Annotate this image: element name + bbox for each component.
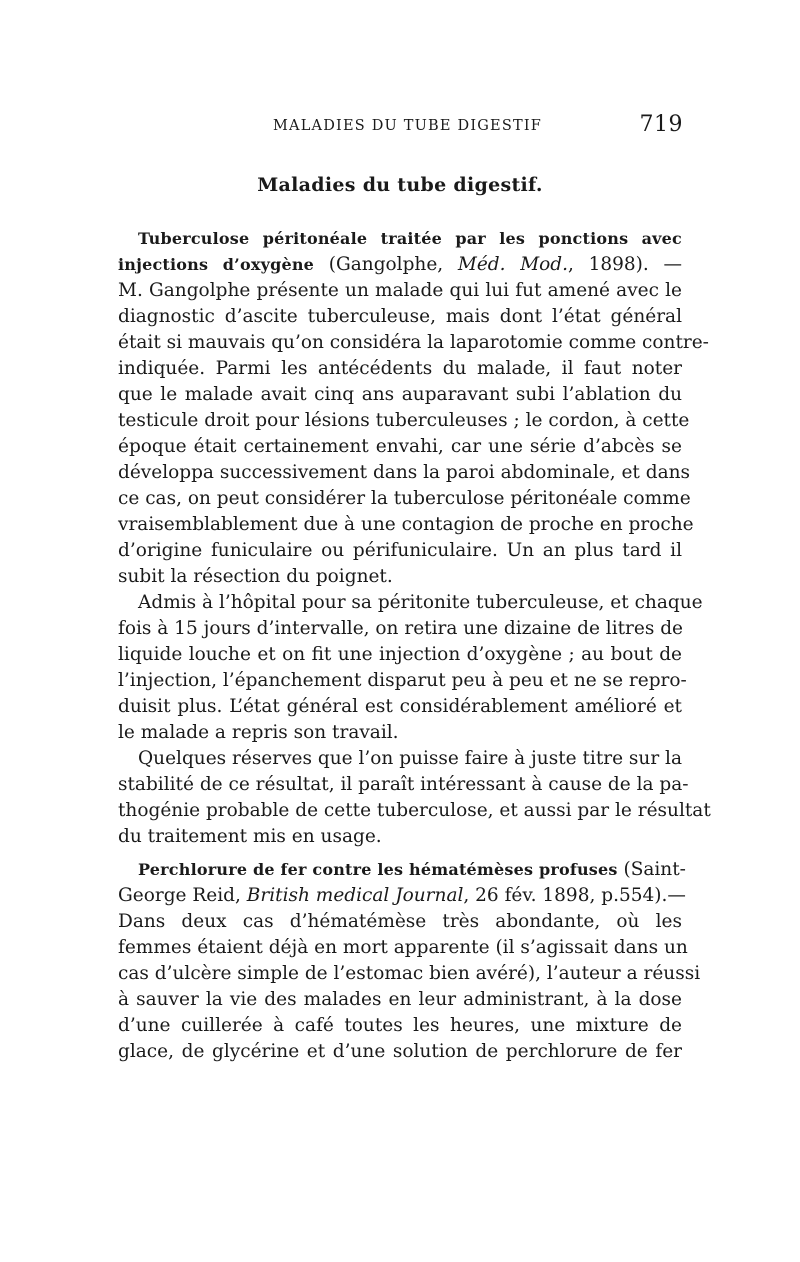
article-title-line [118,252,682,278]
article-title: Tuberculose péritonéale traitée par les ponctions avec [138,229,682,248]
article-title: Perchlorure de fer contre les hématémèses profuses [138,860,618,879]
text-line: duisit plus. L’état général est considérablement amélioré et [118,696,682,717]
article-title-line [118,857,686,883]
text-line: d’origine funiculaire ou périfuniculaire. Un an plus tard il [118,540,682,561]
text-line: subit la résection du poignet. [118,566,393,587]
citation-text: , 1898). — [568,254,682,275]
text-line: thogénie probable de cette tuberculose, et aussi par le résultat [118,800,711,821]
text-line: du traitement mis en usage. [118,826,382,847]
text-line: liquide louche et on fit une injection d’oxygène ; au bout de [118,644,682,665]
text-line: vraisemblablement due à une contagion de proche en proche [118,514,694,535]
text-line: Quelques réserves que l’on puisse faire à juste titre sur la [138,748,683,769]
article-title-line [118,226,682,252]
text-line: d’une cuillerée à café toutes les heures, une mixture de [118,1015,682,1036]
text-line: était si mauvais qu’on considéra la laparotomie comme contre- [118,332,709,353]
text-line: fois à 15 jours d’intervalle, on retira une dizaine de litres de [118,618,683,639]
text-line: Admis à l’hôpital pour sa péritonite tuberculeuse, et chaque [138,592,703,613]
text-line: ce cas, on peut considérer la tuberculose péritonéale comme [118,488,691,509]
text-line: cas d’ulcère simple de l’estomac bien avéré), l’auteur a réussi [118,963,701,984]
running-head [273,112,683,142]
running-title: MALADIES DU TUBE DIGESTIF [273,118,543,134]
section-heading: Maladies du tube digestif. [257,174,543,196]
text-line: l’injection, l’épanchement disparut peu à peu et ne se repro- [118,670,687,691]
text-line: développa successivement dans la paroi abdominale, et dans [118,462,691,483]
article-title: injections d’oxygène [118,255,315,274]
text-line: diagnostic d’ascite tuberculeuse, mais dont l’état général [118,306,682,327]
page-number: 719 [639,112,683,137]
text-line: le malade a repris son travail. [118,722,399,743]
citation-text: (Saint- [617,859,686,880]
text-line: à sauver la vie des malades en leur administrant, à la dose [118,989,682,1010]
citation-text: (Gangolphe, [314,254,458,275]
journal-name: British medical Journal [246,885,464,906]
citation-text: , 26 fév. 1898, p.554).— [463,885,686,906]
text-line: testicule droit pour lésions tuberculeuses ; le cordon, à cette [118,410,690,431]
text-line: M. Gangolphe présente un malade qui lui fut amené avec le [118,280,682,301]
text-line: Dans deux cas d’hématémèse très abondante, où les [118,911,682,932]
text-line: glace, de glycérine et d’une solution de perchlorure de fer [118,1041,682,1062]
text-line: époque était certainement envahi, car une série d’abcès se [118,436,682,457]
text-line: que le malade avait cinq ans auparavant subi l’ablation du [118,384,682,405]
text-line: indiquée. Parmi les antécédents du malade, il faut noter [118,358,682,379]
text-line: stabilité de ce résultat, il paraît intéressant à cause de la pa- [118,774,689,795]
text-line: femmes étaient déjà en mort apparente (il s’agissait dans un [118,937,688,958]
citation-line [118,883,686,909]
journal-name: Méd. Mod. [457,254,569,275]
citation-text: George Reid, [118,885,247,906]
